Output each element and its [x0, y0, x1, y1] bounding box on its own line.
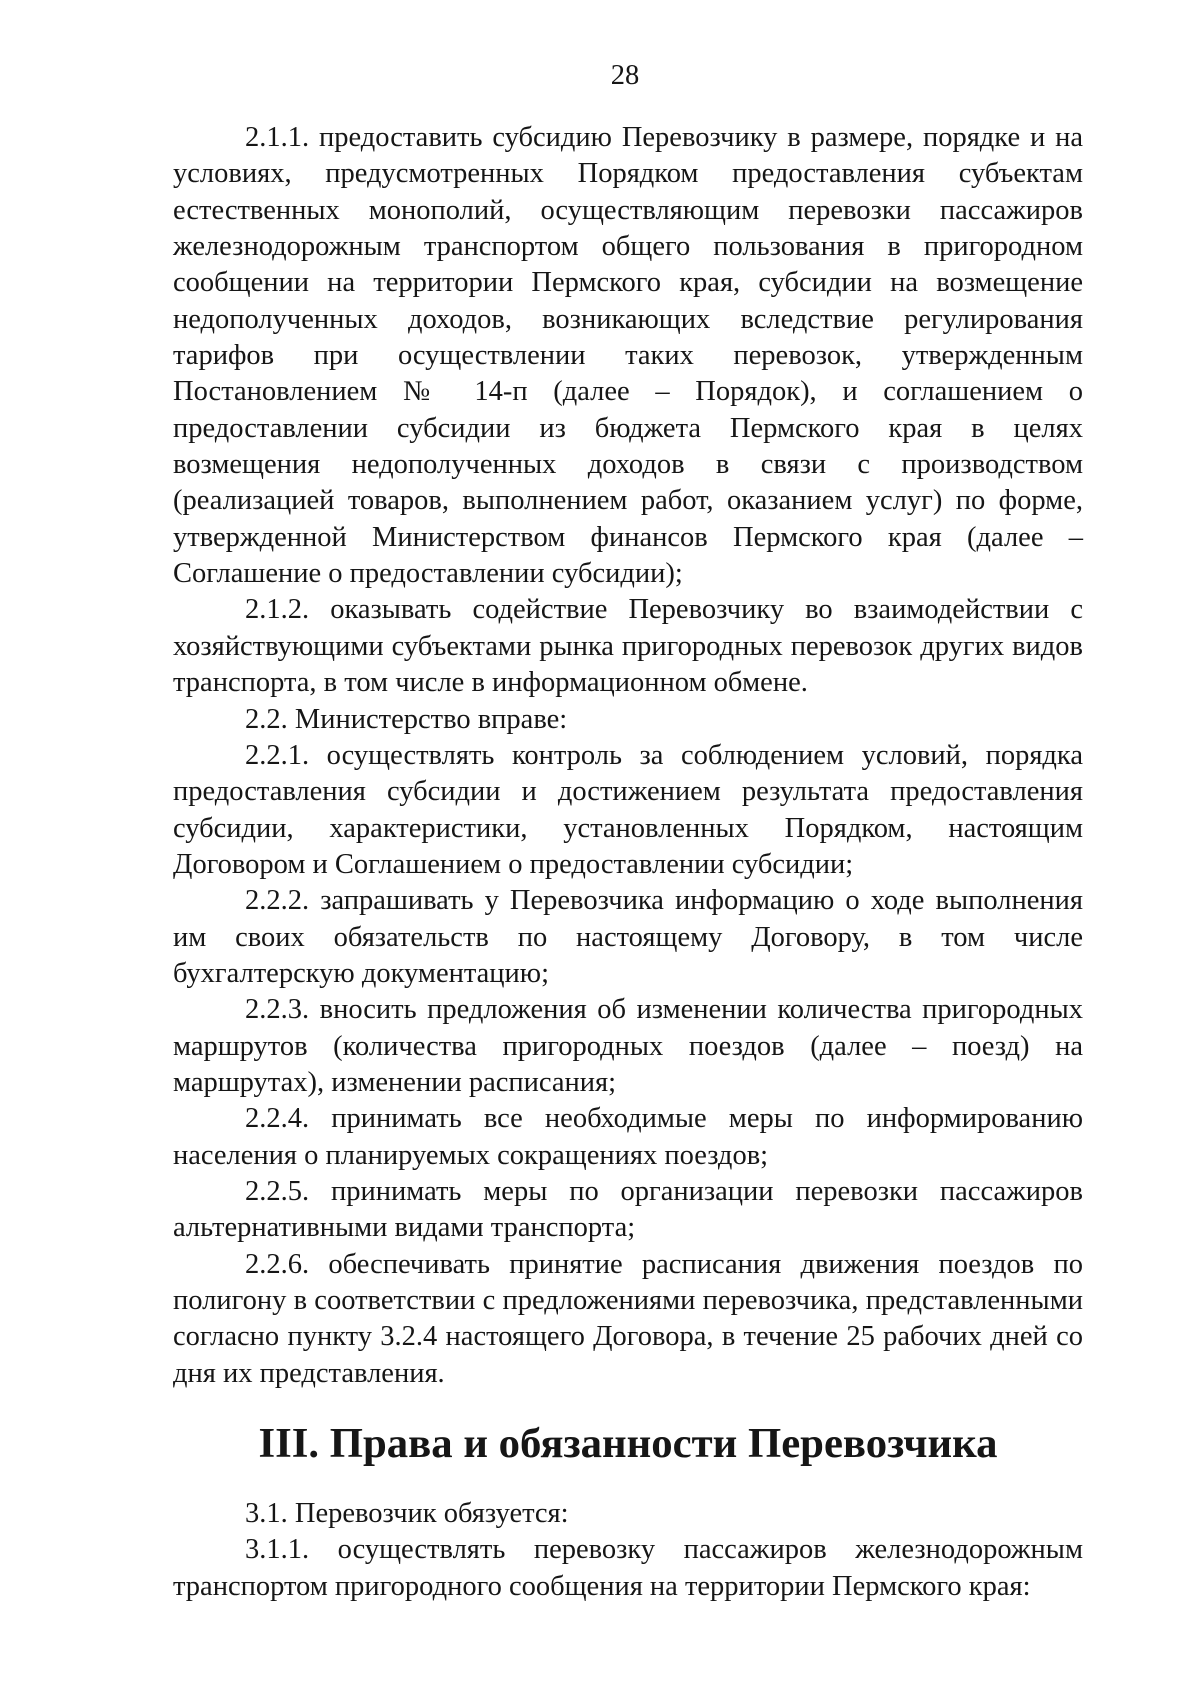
paragraph-2-2-2: 2.2.2. запрашивать у Перевозчика информацию о ходе выполнения им своих обязательств по настоящему Договору, в том числе бухгалтерскую документацию; [173, 885, 1083, 989]
paragraph-2-1-1: 2.1.1. предоставить субсидию Перевозчику в размере, порядке и на условиях, предусмотренных Порядком предоставления субъектам естественных монополий, осуществляющим перевозки пассажиров железнодорожным транспортом общего пользования в пригородном сообщении на территории Пермского края, субсидии на возмещение недополученных доходов, возникающих вследствие регулирования тарифов при осуществлении таких перевозок, утвержденным Постановлением № 14-п (далее – Порядок), и соглашением о предоставлении субсидии из бюджета Пермского края в целях возмещения недополученных доходов в связи с производством (реализацией товаров, выполнением работ, оказанием услуг) по форме, утвержденной Министерством финансов Пермского края (далее – Соглашение о предоставлении субсидии); [173, 122, 1083, 590]
paragraph-2-2-4: 2.2.4. принимать все необходимые меры по информированию населения о планируемых сокращениях поездов; [173, 1103, 1083, 1171]
page-number: 28 [610, 60, 640, 91]
paragraph-2-2-5: 2.2.5. принимать меры по организации перевозки пассажиров альтернативными видами транспорта; [173, 1175, 1083, 1244]
paragraph-2-2-3: 2.2.3. вносить предложения об изменении количества пригородных маршрутов (количества пригородных поездов (далее – поезд) на маршрутах), изменении расписания; [173, 994, 1083, 1098]
paragraph-3-1-1: 3.1.1. осуществлять перевозку пассажиров железнодорожным транспортом пригородного сообщения на территории Пермского края: [173, 1534, 1083, 1602]
paragraph-2-2: 2.2. Министерство вправе: [245, 703, 568, 735]
section-heading: III. Права и обязанности Перевозчика [258, 1420, 998, 1468]
paragraph-2-2-6: 2.2.6. обеспечивать принятие расписания движения поездов по полигону в соответствии с предложениями перевозчика, представленными согласно пункту 3.2.4 настоящего Договора, в течение 25 рабочих дней со дня их представления. [173, 1248, 1083, 1389]
paragraph-2-2-1: 2.2.1. осуществлять контроль за соблюдением условий, порядка предоставления субсидии и достижением результата предоставления субсидии, характеристики, установленных Порядком, настоящим Договором и Соглашением о предоставлении субсидии; [173, 739, 1083, 880]
document-body [173, 120, 1083, 1605]
paragraph-2-1-2: 2.1.2. оказывать содействие Перевозчику во взаимодействии с хозяйствующими субъектами рынка пригородных перевозок других видов транспорта, в том числе в информационном обмене. [173, 594, 1083, 699]
paragraph-3-1: 3.1. Перевозчик обязуется: [245, 1498, 569, 1530]
